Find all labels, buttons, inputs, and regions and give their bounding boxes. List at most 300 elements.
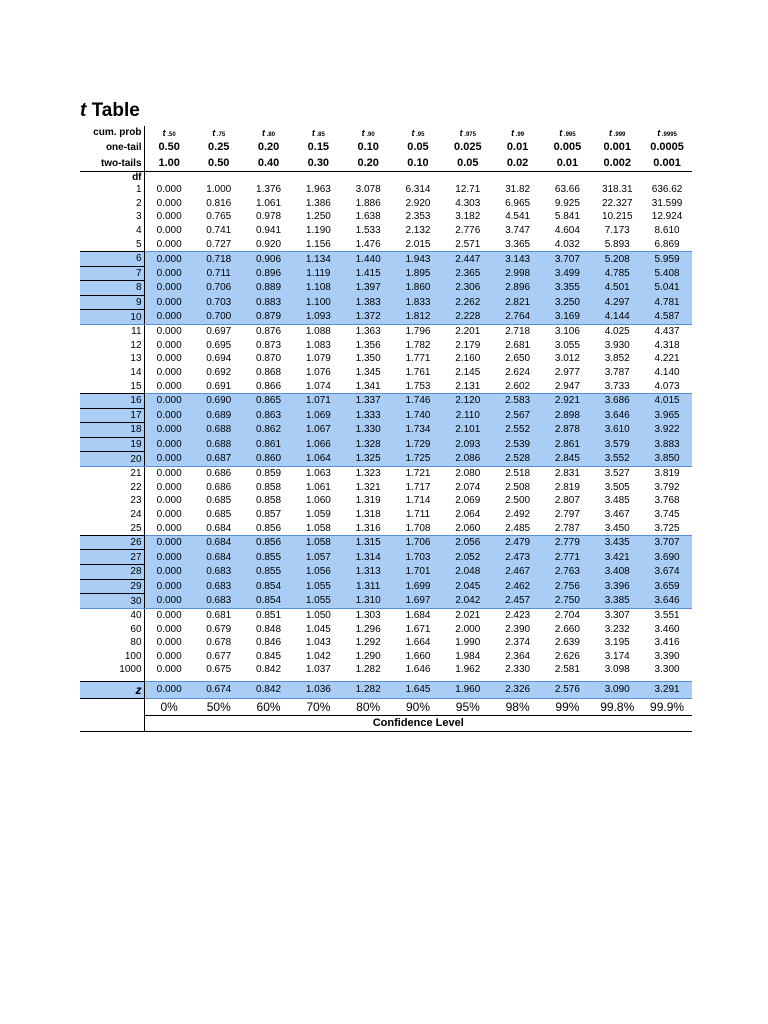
critical-value: 3.768 [654, 495, 680, 507]
critical-value: 1.671 [405, 623, 431, 635]
critical-value: 0.000 [156, 238, 182, 250]
page-title [80, 100, 140, 122]
critical-value: 31.82 [505, 184, 531, 196]
df-value: 4 [80, 224, 144, 238]
critical-value: 4.437 [654, 326, 680, 338]
df-value: 13 [80, 352, 144, 366]
critical-value: 2.602 [505, 380, 531, 392]
t-subscript: .75 [215, 131, 226, 138]
critical-value: 3.250 [543, 295, 593, 310]
critical-value: 0.000 [144, 251, 194, 266]
df-value: 25 [80, 521, 144, 535]
critical-value: 2.552 [493, 423, 543, 438]
critical-value: 31.599 [651, 197, 683, 209]
critical-value: 2.457 [493, 594, 543, 609]
critical-value: 1.717 [405, 481, 431, 493]
critical-value: 2.819 [554, 481, 580, 493]
confidence-value: 70% [306, 699, 331, 714]
critical-value: 3.579 [592, 437, 642, 452]
table-body [80, 126, 692, 731]
critical-value: 1.314 [343, 550, 393, 565]
critical-value: 3.300 [654, 664, 680, 676]
critical-value: 3.707 [543, 251, 593, 266]
critical-value: 3.552 [592, 452, 642, 467]
two-tails-value: 0.50 [194, 155, 244, 172]
t-symbol: t [311, 127, 315, 138]
critical-value: 2.500 [505, 495, 531, 507]
critical-value: 0.000 [156, 495, 182, 507]
critical-value: 2.921 [543, 393, 593, 408]
critical-value: 2.920 [405, 197, 431, 209]
critical-value: 4.140 [654, 367, 680, 379]
critical-value: 3.819 [654, 468, 680, 480]
critical-value: 3.686 [592, 393, 642, 408]
critical-value: 2.571 [455, 238, 481, 250]
critical-value: 2.473 [493, 550, 543, 565]
table-row [80, 480, 692, 494]
critical-value: 0.876 [256, 326, 282, 338]
critical-value: 0.870 [256, 353, 282, 365]
cum-prob-cell [244, 126, 294, 139]
critical-value: 2.045 [443, 579, 493, 594]
one-tail-value: 0.05 [407, 141, 429, 153]
cum-prob-cell [293, 126, 343, 139]
critical-value: 1.119 [293, 266, 343, 281]
critical-value: 12.924 [651, 211, 683, 223]
t-symbol: t [459, 127, 463, 138]
critical-value: 2.718 [505, 326, 531, 338]
critical-value: 1.000 [206, 184, 232, 196]
critical-value: 1.311 [343, 579, 393, 594]
critical-value: 0.868 [256, 367, 282, 379]
critical-value: 4.032 [554, 238, 580, 250]
t-subscript: .80 [265, 131, 276, 138]
critical-value: 0.000 [156, 339, 182, 351]
critical-value: 0.855 [244, 550, 294, 565]
critical-value: 4.501 [592, 281, 642, 296]
critical-value: 0.889 [244, 281, 294, 296]
critical-value: 0.000 [156, 610, 182, 622]
critical-value: 0.858 [256, 481, 282, 493]
critical-value: 2.660 [554, 623, 580, 635]
critical-value: 2.462 [493, 579, 543, 594]
critical-value: 1.071 [293, 393, 343, 408]
critical-value: 1.315 [343, 535, 393, 550]
critical-value: 0.861 [244, 437, 294, 452]
critical-value: 0.906 [244, 251, 294, 266]
critical-value: 0.859 [256, 468, 282, 480]
critical-value: 2.330 [505, 664, 531, 676]
table-row [80, 324, 692, 338]
df-value: 17 [80, 408, 144, 423]
critical-value: 4.297 [592, 295, 642, 310]
two-tails-value: 1.00 [144, 155, 194, 172]
t-subscript: .995 [562, 131, 576, 138]
critical-value: 3.485 [604, 495, 630, 507]
critical-value: 3.527 [604, 468, 630, 480]
critical-value: 0.695 [206, 339, 232, 351]
critical-value: 3.390 [654, 650, 680, 662]
critical-value: 2.390 [505, 623, 531, 635]
critical-value: 22.327 [601, 197, 633, 209]
critical-value: 2.539 [493, 437, 543, 452]
df-label: df [80, 172, 144, 184]
critical-value: 0.920 [256, 238, 282, 250]
two-tails-value: 0.30 [293, 155, 343, 172]
table-row [80, 339, 692, 353]
critical-value: 1.350 [355, 353, 381, 365]
critical-value: 0.711 [194, 266, 244, 281]
critical-value: 1.646 [405, 664, 431, 676]
critical-value: 0.000 [144, 393, 194, 408]
critical-value: 4.015 [642, 393, 692, 408]
critical-value: 1.376 [256, 184, 282, 196]
df-value: 40 [80, 608, 144, 622]
critical-value: 1.282 [355, 664, 381, 676]
confidence-value: 90% [405, 699, 430, 714]
critical-value: 1.190 [305, 225, 331, 237]
critical-value: 3.725 [654, 522, 680, 534]
z-value: 1.960 [443, 681, 493, 698]
cum-prob-cell [592, 126, 642, 139]
critical-value: 0.688 [194, 437, 244, 452]
critical-value: 1.476 [355, 238, 381, 250]
cum-prob-cell [393, 126, 443, 139]
critical-value: 1.895 [393, 266, 443, 281]
critical-value: 0.879 [244, 310, 294, 325]
two-tails-value: 0.001 [642, 155, 692, 172]
critical-value: 2.074 [455, 481, 481, 493]
critical-value: 3.416 [654, 637, 680, 649]
critical-value: 2.021 [455, 610, 481, 622]
critical-value: 1.708 [405, 522, 431, 534]
critical-value: 1.050 [305, 610, 331, 622]
critical-value: 0.860 [244, 452, 294, 467]
critical-value: 3.922 [642, 423, 692, 438]
critical-value: 1.337 [343, 393, 393, 408]
critical-value: 0.000 [156, 211, 182, 223]
critical-value: 0.000 [156, 481, 182, 493]
critical-value: 1.684 [405, 610, 431, 622]
critical-value: 0.000 [156, 353, 182, 365]
critical-value: 0.679 [206, 623, 232, 635]
critical-value: 1.037 [305, 664, 331, 676]
critical-value: 1.746 [393, 393, 443, 408]
critical-value: 2.896 [493, 281, 543, 296]
critical-value: 0.854 [244, 594, 294, 609]
critical-value: 0.741 [206, 225, 232, 237]
t-symbol: t [262, 127, 266, 138]
table-row [80, 650, 692, 664]
critical-value: 3.355 [543, 281, 593, 296]
critical-value: 0.706 [194, 281, 244, 296]
critical-value: 1.058 [305, 522, 331, 534]
df-value: 60 [80, 622, 144, 636]
critical-value: 3.646 [592, 408, 642, 423]
critical-value: 2.060 [455, 522, 481, 534]
critical-value: 1.660 [405, 650, 431, 662]
critical-value: 0.896 [244, 266, 294, 281]
df-value: 80 [80, 636, 144, 650]
confidence-value: 99.8% [600, 699, 635, 714]
critical-value: 0.816 [206, 197, 232, 209]
t-distribution-table [80, 126, 692, 732]
critical-value: 4.318 [654, 339, 680, 351]
two-tails-row [80, 155, 692, 172]
critical-value: 3.659 [642, 579, 692, 594]
critical-value: 0.000 [156, 197, 182, 209]
df-value: 24 [80, 508, 144, 522]
t-symbol: t [511, 127, 515, 138]
critical-value: 2.262 [443, 295, 493, 310]
critical-value: 1.079 [305, 353, 331, 365]
critical-value: 0.978 [256, 211, 282, 223]
confidence-value: 80% [356, 699, 381, 714]
critical-value: 3.646 [642, 594, 692, 609]
critical-value: 1.061 [256, 197, 282, 209]
one-tail-value: 0.20 [257, 141, 280, 153]
table-row [80, 251, 692, 266]
df-value: 26 [80, 535, 144, 550]
critical-value: 0.856 [256, 522, 282, 534]
critical-value: 1.325 [343, 452, 393, 467]
critical-value: 0.684 [194, 535, 244, 550]
critical-value: 2.797 [554, 508, 580, 520]
critical-value: 0.863 [244, 408, 294, 423]
critical-value: 1.943 [393, 251, 443, 266]
critical-value: 1.060 [305, 495, 331, 507]
critical-value: 2.479 [493, 535, 543, 550]
critical-value: 1.383 [343, 295, 393, 310]
t-subscript: .975 [462, 131, 476, 138]
critical-value: 0.683 [194, 594, 244, 609]
critical-value: 2.764 [493, 310, 543, 325]
critical-value: 1.711 [405, 508, 431, 520]
table-row [80, 594, 692, 609]
critical-value: 0.941 [256, 225, 282, 237]
critical-value: 0.685 [206, 495, 232, 507]
table-row [80, 393, 692, 408]
df-value: 16 [80, 393, 144, 408]
critical-value: 0.854 [244, 579, 294, 594]
t-subscript: .85 [314, 131, 325, 138]
critical-value: 3.747 [505, 225, 531, 237]
critical-value: 0.000 [156, 522, 182, 534]
z-value: 3.291 [642, 681, 692, 698]
critical-value: 0.865 [244, 393, 294, 408]
critical-value: 1.341 [355, 380, 381, 392]
critical-value: 3.733 [604, 380, 630, 392]
critical-value: 2.353 [405, 211, 431, 223]
critical-value: 0.000 [156, 184, 182, 196]
critical-value: 2.110 [443, 408, 493, 423]
critical-value: 1.796 [405, 326, 431, 338]
critical-value: 0.000 [156, 367, 182, 379]
df-value: 1000 [80, 663, 144, 677]
critical-value: 0.700 [194, 310, 244, 325]
critical-value: 0.855 [244, 565, 294, 580]
critical-value: 0.848 [256, 623, 282, 635]
critical-value: 1.318 [355, 508, 381, 520]
table-row [80, 423, 692, 438]
critical-value: 1.055 [293, 579, 343, 594]
critical-value: 0.866 [256, 380, 282, 392]
critical-value: 4.604 [554, 225, 580, 237]
critical-value: 3.307 [604, 610, 630, 622]
table-row [80, 494, 692, 508]
df-value: 100 [80, 650, 144, 664]
critical-value: 1.714 [405, 495, 431, 507]
critical-value: 0.000 [156, 650, 182, 662]
critical-value: 0.000 [144, 437, 194, 452]
critical-value: 1.083 [305, 339, 331, 351]
critical-value: 2.776 [455, 225, 481, 237]
critical-value: 1.734 [393, 423, 443, 438]
critical-value: 0.000 [144, 408, 194, 423]
one-tail-value: 0.10 [357, 141, 379, 153]
critical-value: 2.763 [543, 565, 593, 580]
critical-value: 2.624 [505, 367, 531, 379]
critical-value: 1.812 [393, 310, 443, 325]
t-subscript: .95 [414, 131, 425, 138]
table-row [80, 197, 692, 211]
df-value: 18 [80, 423, 144, 438]
critical-value: 3.169 [543, 310, 593, 325]
two-tails-label: two-tails [80, 155, 144, 172]
critical-value: 1.319 [355, 495, 381, 507]
confidence-label-row [80, 715, 692, 731]
critical-value: 2.228 [443, 310, 493, 325]
one-tail-value: 0.25 [208, 141, 230, 153]
critical-value: 6.314 [405, 184, 431, 196]
critical-value: 0.000 [156, 468, 182, 480]
critical-value: 1.045 [305, 623, 331, 635]
critical-value: 3.499 [543, 266, 593, 281]
critical-value: 3.450 [604, 522, 630, 534]
t-symbol: t [657, 127, 661, 138]
critical-value: 0.675 [206, 664, 232, 676]
critical-value: 0.000 [144, 281, 194, 296]
two-tails-value: 0.20 [343, 155, 393, 172]
table-row [80, 366, 692, 380]
critical-value: 1.108 [293, 281, 343, 296]
critical-value: 3.195 [604, 637, 630, 649]
critical-value: 1.886 [355, 197, 381, 209]
critical-value: 2.485 [505, 522, 531, 534]
critical-value: 3.883 [642, 437, 692, 452]
critical-value: 1.303 [355, 610, 381, 622]
critical-value: 0.683 [194, 565, 244, 580]
df-value: 2 [80, 197, 144, 211]
confidence-spacer [80, 698, 144, 715]
t-symbol: t [162, 127, 166, 138]
critical-value: 1.721 [405, 468, 431, 480]
table-row [80, 224, 692, 238]
critical-value: 3.850 [642, 452, 692, 467]
df-value: 27 [80, 550, 144, 565]
critical-value: 0.690 [194, 393, 244, 408]
critical-value: 1.067 [293, 423, 343, 438]
critical-value: 5.841 [554, 211, 580, 223]
critical-value: 2.492 [505, 508, 531, 520]
critical-value: 2.132 [405, 225, 431, 237]
critical-value: 2.639 [554, 637, 580, 649]
confidence-row [80, 698, 692, 715]
critical-value: 2.364 [505, 650, 531, 662]
df-value: 7 [80, 266, 144, 281]
critical-value: 0.678 [206, 637, 232, 649]
critical-value: 2.581 [554, 664, 580, 676]
critical-value: 0.684 [194, 550, 244, 565]
table-row [80, 663, 692, 677]
critical-value: 0.685 [206, 508, 232, 520]
cum-prob-cell [194, 126, 244, 139]
z-value: 0.674 [194, 681, 244, 698]
critical-value: 0.765 [206, 211, 232, 223]
cum-prob-cell [642, 126, 692, 139]
critical-value: 3.174 [604, 650, 630, 662]
critical-value: 3.787 [604, 367, 630, 379]
critical-value: 0.845 [256, 650, 282, 662]
critical-value: 0.689 [194, 408, 244, 423]
critical-value: 1.074 [305, 380, 331, 392]
critical-value: 3.745 [654, 508, 680, 520]
critical-value: 2.508 [505, 481, 531, 493]
critical-value: 1.088 [305, 326, 331, 338]
z-value: 3.090 [592, 681, 642, 698]
critical-value: 1.440 [343, 251, 393, 266]
critical-value: 1.064 [293, 452, 343, 467]
critical-value: 2.845 [543, 452, 593, 467]
critical-value: 0.000 [144, 550, 194, 565]
cum-prob-label: cum. prob [80, 126, 144, 139]
df-value: 12 [80, 339, 144, 353]
critical-value: 2.447 [443, 251, 493, 266]
critical-value: 0.862 [244, 423, 294, 438]
critical-value: 4.025 [604, 326, 630, 338]
critical-value: 2.101 [443, 423, 493, 438]
critical-value: 1.296 [355, 623, 381, 635]
z-value: 0.842 [244, 681, 294, 698]
confidence-value: 0% [160, 699, 178, 714]
critical-value: 3.707 [642, 535, 692, 550]
critical-value: 2.528 [493, 452, 543, 467]
critical-value: 1.963 [305, 184, 331, 196]
critical-value: 0.000 [156, 508, 182, 520]
one-tail-value: 0.15 [307, 141, 330, 153]
critical-value: 4.587 [642, 310, 692, 325]
critical-value: 2.145 [455, 367, 481, 379]
table-row [80, 437, 692, 452]
critical-value: 2.650 [505, 353, 531, 365]
critical-value: 0.856 [244, 535, 294, 550]
critical-value: 1.058 [293, 535, 343, 550]
critical-value: 0.000 [144, 423, 194, 438]
critical-value: 1.356 [355, 339, 381, 351]
critical-value: 1.962 [455, 664, 481, 676]
critical-value: 3.610 [592, 423, 642, 438]
critical-value: 1.397 [343, 281, 393, 296]
critical-value: 5.408 [642, 266, 692, 281]
df-value: 9 [80, 295, 144, 310]
critical-value: 3.460 [654, 623, 680, 635]
table-row [80, 352, 692, 366]
critical-value: 3.365 [505, 238, 531, 250]
df-value: 8 [80, 281, 144, 296]
df-value: 3 [80, 210, 144, 224]
critical-value: 0.681 [206, 610, 232, 622]
table-row [80, 295, 692, 310]
